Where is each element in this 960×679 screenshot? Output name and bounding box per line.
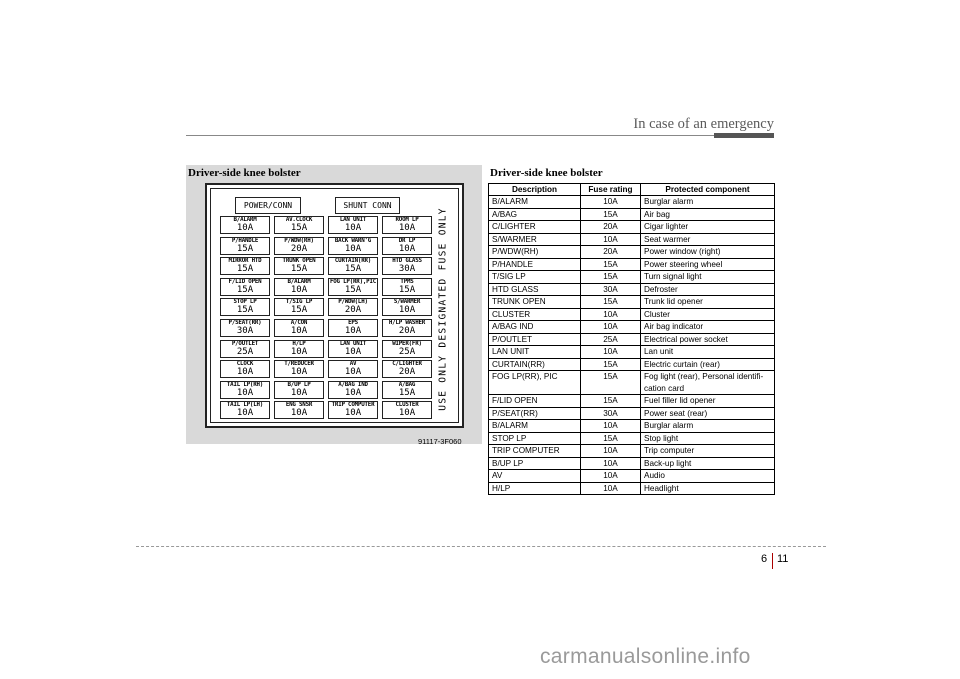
fuse-name: S/WARMER (393, 299, 421, 306)
fuse-box (274, 319, 324, 337)
fuse-rating-cell: 15A (581, 395, 641, 408)
fuse-box (274, 381, 324, 399)
description-cell: P/OUTLET (489, 333, 581, 346)
table-row (489, 457, 775, 470)
fuse-rating: 25A (236, 346, 254, 357)
protected-component-cell: Cigar lighter (641, 221, 775, 234)
fuse-box (220, 401, 270, 419)
table-row (489, 308, 775, 321)
fuse-rating-cell: 10A (581, 420, 641, 433)
fuse-name: MIRROR HTD (228, 258, 262, 265)
fuse-rating: 20A (398, 367, 416, 378)
fuse-name: CLUSTER (395, 402, 419, 409)
fuse-box (220, 360, 270, 378)
fuse-box (274, 298, 324, 316)
description-cell: B/ALARM (489, 420, 581, 433)
fuse-box (382, 216, 432, 234)
fuse-box (382, 257, 432, 275)
protected-component-cell: Cluster (641, 308, 775, 321)
protected-component-cell: Trip computer (641, 445, 775, 458)
protected-component-cell: Headlight (641, 482, 775, 495)
description-cell: FOG LP(RR), PIC (489, 371, 581, 395)
protected-component-cell: Lan unit (641, 346, 775, 359)
fuse-name: B/ALARM (233, 217, 257, 223)
fuse-name: CURTAIN(RR) (334, 258, 372, 265)
vertical-warning-text: USE ONLY DESIGNATED FUSE ONLY (437, 207, 449, 411)
fuse-name: F/LID OPEN (228, 278, 262, 285)
fuse-rating: 10A (344, 223, 362, 233)
fuse-name: P/SEAT(RR) (228, 320, 262, 326)
fuse-rating: 15A (398, 284, 416, 295)
description-cell: CURTAIN(RR) (489, 358, 581, 371)
fuse-rating-cell: 10A (581, 457, 641, 470)
fuse-name: HTD GLASS (392, 258, 422, 265)
fuse-name: ENG SNSR (285, 402, 313, 409)
fuse-rating: 15A (398, 387, 416, 398)
page-chapter-number: 6 (761, 553, 768, 565)
protected-component-cell: Power window (right) (641, 246, 775, 259)
fuse-box (220, 319, 270, 337)
fuse-rating: 10A (344, 408, 362, 419)
fuse-rating-cell: 10A (581, 233, 641, 246)
description-cell: CLUSTER (489, 308, 581, 321)
fuse-name: FOG LP(RR),PIC (329, 278, 377, 285)
fuse-box (328, 278, 378, 296)
fuse-box (328, 257, 378, 275)
protected-component-cell: Defroster (641, 283, 775, 296)
fuse-rating: 10A (398, 223, 416, 233)
table-row (489, 208, 775, 221)
fuse-rating-cell: 20A (581, 221, 641, 234)
fuse-name: EPS (348, 320, 358, 326)
fuse-name: P/WDW(RH) (284, 237, 314, 244)
fuse-rating: 10A (398, 305, 416, 316)
description-cell: C/LIGHTER (489, 221, 581, 234)
fuse-rating-cell: 15A (581, 258, 641, 271)
fuse-box (328, 237, 378, 255)
protected-component-cell: Fuel filler lid opener (641, 395, 775, 408)
table-row (489, 420, 775, 433)
fuse-box (274, 278, 324, 296)
description-cell: F/LID OPEN (489, 395, 581, 408)
fuse-rating: 10A (290, 367, 308, 378)
description-cell: P/WDW(RH) (489, 246, 581, 259)
protected-component-cell: Power seat (rear) (641, 407, 775, 420)
fuse-rating-cell: 15A (581, 296, 641, 309)
fuse-name: A/BAG IND (338, 381, 368, 388)
table-body (489, 196, 775, 495)
description-cell: TRUNK OPEN (489, 296, 581, 309)
table-row (489, 371, 775, 395)
fuse-box (274, 360, 324, 378)
fuse-box (220, 298, 270, 316)
description-cell: T/SIG LP (489, 271, 581, 284)
fuse-rating-cell: 20A (581, 246, 641, 259)
fuse-box (382, 401, 432, 419)
table-title: Driver-side knee bolster (490, 167, 603, 179)
fuse-rating: 20A (290, 243, 308, 254)
description-cell: HTD GLASS (489, 283, 581, 296)
protected-component-cell: Electric curtain (rear) (641, 358, 775, 371)
fuse-rating: 10A (290, 408, 308, 419)
fuse-box (220, 237, 270, 255)
fuse-box (382, 340, 432, 358)
table-row (489, 196, 775, 209)
fuse-name: T/SIG LP (285, 299, 313, 306)
description-cell: A/BAG (489, 208, 581, 221)
table-row (489, 358, 775, 371)
fuse-rating-cell: 15A (581, 358, 641, 371)
fuse-name: STOP LP (233, 299, 257, 306)
table-row (489, 407, 775, 420)
fuse-rating-cell: 10A (581, 470, 641, 483)
page-number-divider (772, 553, 773, 569)
table-row (489, 296, 775, 309)
fuse-rating: 15A (290, 223, 308, 233)
fuse-box (382, 360, 432, 378)
protected-component-cell: Fog light (rear), Personal identifi- cation card (641, 371, 775, 395)
protected-component-cell: Turn signal light (641, 271, 775, 284)
fuse-rating: 15A (236, 284, 254, 295)
fuse-rating: 10A (344, 346, 362, 357)
description-cell: S/WARMER (489, 233, 581, 246)
description-cell: AV (489, 470, 581, 483)
fuse-name: H/LP WASHER (388, 320, 426, 326)
fuse-name: BACK WARN'G (334, 237, 372, 244)
fuse-box (328, 340, 378, 358)
fuse-rating-cell: 25A (581, 333, 641, 346)
description-cell: P/SEAT(RR) (489, 407, 581, 420)
fuse-rating-cell: 10A (581, 308, 641, 321)
description-cell: P/HANDLE (489, 258, 581, 271)
fuse-box (382, 319, 432, 337)
fuse-name: A/CON (290, 320, 308, 326)
fuse-name: TPMS (400, 278, 414, 285)
fuse-panel-inner (210, 188, 459, 423)
fuse-rating: 10A (290, 284, 308, 295)
column-header-protected-component: Protected component (641, 184, 775, 196)
fuse-box (382, 237, 432, 255)
protected-component-cell: Burglar alarm (641, 420, 775, 433)
fuse-name: B/UP LP (287, 381, 311, 388)
fuse-box (382, 298, 432, 316)
fuse-rating: 10A (236, 223, 254, 233)
fuse-rating-cell: 10A (581, 482, 641, 495)
protected-component-cell: Air bag (641, 208, 775, 221)
table-row (489, 233, 775, 246)
footer-rule (136, 546, 826, 547)
fuse-name: LAN UNIT (339, 217, 367, 223)
fuse-box (274, 401, 324, 419)
fuse-name: AV.CLOCK (285, 217, 313, 223)
protected-component-cell: Electrical power socket (641, 333, 775, 346)
fuse-rating: 10A (344, 243, 362, 254)
fuse-rating-cell: 10A (581, 346, 641, 359)
fuse-box (274, 257, 324, 275)
fuse-name: H/LP (292, 340, 306, 347)
fuse-rating: 15A (344, 284, 362, 295)
shunt-connector: SHUNT CONN (335, 197, 400, 214)
fuse-box (382, 381, 432, 399)
fuse-box (328, 381, 378, 399)
protected-component-cell: Air bag indicator (641, 321, 775, 334)
fuse-name: P/OUTLET (231, 340, 259, 347)
fuse-rating: 30A (236, 326, 254, 336)
fuse-rating: 20A (398, 326, 416, 336)
protected-component-cell: Audio (641, 470, 775, 483)
figure-title: Driver-side knee bolster (188, 167, 301, 179)
fuse-box (274, 340, 324, 358)
column-header-description: Description (489, 184, 581, 196)
header-rule (186, 135, 774, 136)
fuse-name: ROOM LP (395, 217, 419, 223)
figure-caption: 91117-3F060 (418, 437, 462, 446)
fuse-name: C/LIGHTER (392, 361, 422, 368)
fuse-box (274, 216, 324, 234)
protected-component-cell: Power steering wheel (641, 258, 775, 271)
fuse-rating: 10A (290, 326, 308, 336)
description-cell: H/LP (489, 482, 581, 495)
table-row (489, 258, 775, 271)
fuse-rating-cell: 10A (581, 196, 641, 209)
fuse-name: TRIP COMPUTER (331, 402, 375, 409)
description-cell: TRIP COMPUTER (489, 445, 581, 458)
fuse-rating: 10A (290, 387, 308, 398)
power-connector: POWER/CONN (235, 197, 301, 214)
description-cell: STOP LP (489, 432, 581, 445)
fuse-rating: 10A (236, 367, 254, 378)
table-row (489, 445, 775, 458)
fuse-rating-cell: 30A (581, 407, 641, 420)
fuse-box (328, 319, 378, 337)
description-cell: B/UP LP (489, 457, 581, 470)
section-header-title: In case of an emergency (633, 116, 774, 132)
vertical-warning-label (433, 193, 453, 425)
fuse-rating: 15A (344, 264, 362, 275)
fuse-box (328, 298, 378, 316)
fuse-rating: 15A (236, 243, 254, 254)
fuse-rating: 15A (236, 305, 254, 316)
table-row (489, 470, 775, 483)
page-number: 11 (777, 553, 789, 565)
header-accent-bar (714, 133, 774, 138)
fuse-rating: 10A (398, 243, 416, 254)
watermark: carmanualsonline.info (540, 645, 751, 668)
table-row (489, 283, 775, 296)
fuse-rating: 25A (398, 346, 416, 357)
fuse-rating-cell: 10A (581, 321, 641, 334)
fuse-name: DR LP (398, 237, 416, 244)
protected-component-cell: Seat warmer (641, 233, 775, 246)
table-row (489, 395, 775, 408)
fuse-box (220, 216, 270, 234)
table-row (489, 333, 775, 346)
fuse-name: TAIL LP(LH) (226, 402, 264, 409)
description-cell: LAN UNIT (489, 346, 581, 359)
fuse-rating: 10A (236, 408, 254, 419)
table-row (489, 221, 775, 234)
fuse-rating-cell: 30A (581, 283, 641, 296)
fuse-rating: 10A (236, 387, 254, 398)
fuse-name: LAN UNIT (339, 340, 367, 347)
fuse-rating: 15A (290, 264, 308, 275)
table-row (489, 246, 775, 259)
description-cell: B/ALARM (489, 196, 581, 209)
protected-component-cell: Back-up light (641, 457, 775, 470)
fuse-name: P/WDW(LH) (338, 299, 368, 306)
fuse-rating-cell: 10A (581, 445, 641, 458)
fuse-rating: 10A (344, 387, 362, 398)
fuse-box (220, 381, 270, 399)
fuse-box (382, 278, 432, 296)
fuse-rating: 30A (398, 264, 416, 275)
fuse-panel-diagram (205, 183, 464, 428)
fuse-rating-cell: 15A (581, 371, 641, 395)
fuse-rating: 10A (344, 326, 362, 336)
fuse-name: B/ALARM (287, 278, 311, 285)
fuse-box (328, 360, 378, 378)
fuse-name: TRUNK OPEN (282, 258, 316, 265)
fuse-name: WIPER(FR) (392, 340, 422, 347)
column-header-fuse-rating: Fuse rating (581, 184, 641, 196)
fuse-box (328, 216, 378, 234)
table-header-row (489, 184, 775, 196)
fuse-name: TAIL LP(RH) (226, 381, 264, 388)
fuse-rating-cell: 15A (581, 271, 641, 284)
table-row (489, 432, 775, 445)
fuse-rating: 15A (236, 264, 254, 275)
fuse-name: P/HANDLE (231, 237, 259, 244)
fuse-box (220, 257, 270, 275)
table-row (489, 271, 775, 284)
protected-component-cell: Trunk lid opener (641, 296, 775, 309)
fuse-name: AV (349, 361, 357, 368)
fuse-box (220, 340, 270, 358)
fuse-rating-cell: 15A (581, 432, 641, 445)
fuse-rating: 10A (290, 346, 308, 357)
fuse-rating-cell: 15A (581, 208, 641, 221)
fuse-box (274, 237, 324, 255)
protected-component-cell: Burglar alarm (641, 196, 775, 209)
table-row (489, 482, 775, 495)
table-row (489, 321, 775, 334)
protected-component-cell: Stop light (641, 432, 775, 445)
fuse-rating: 20A (344, 305, 362, 316)
fuse-name: A/BAG (398, 381, 416, 388)
fuse-box (328, 401, 378, 419)
fuse-rating: 10A (344, 367, 362, 378)
table-row (489, 346, 775, 359)
fuse-name: T/REDUCER (284, 361, 314, 368)
fuse-rating: 10A (398, 408, 416, 419)
fuse-name: CLOCK (236, 361, 254, 368)
fuse-description-table (488, 183, 775, 495)
fuse-rating: 15A (290, 305, 308, 316)
description-cell: A/BAG IND (489, 321, 581, 334)
fuse-box (220, 278, 270, 296)
